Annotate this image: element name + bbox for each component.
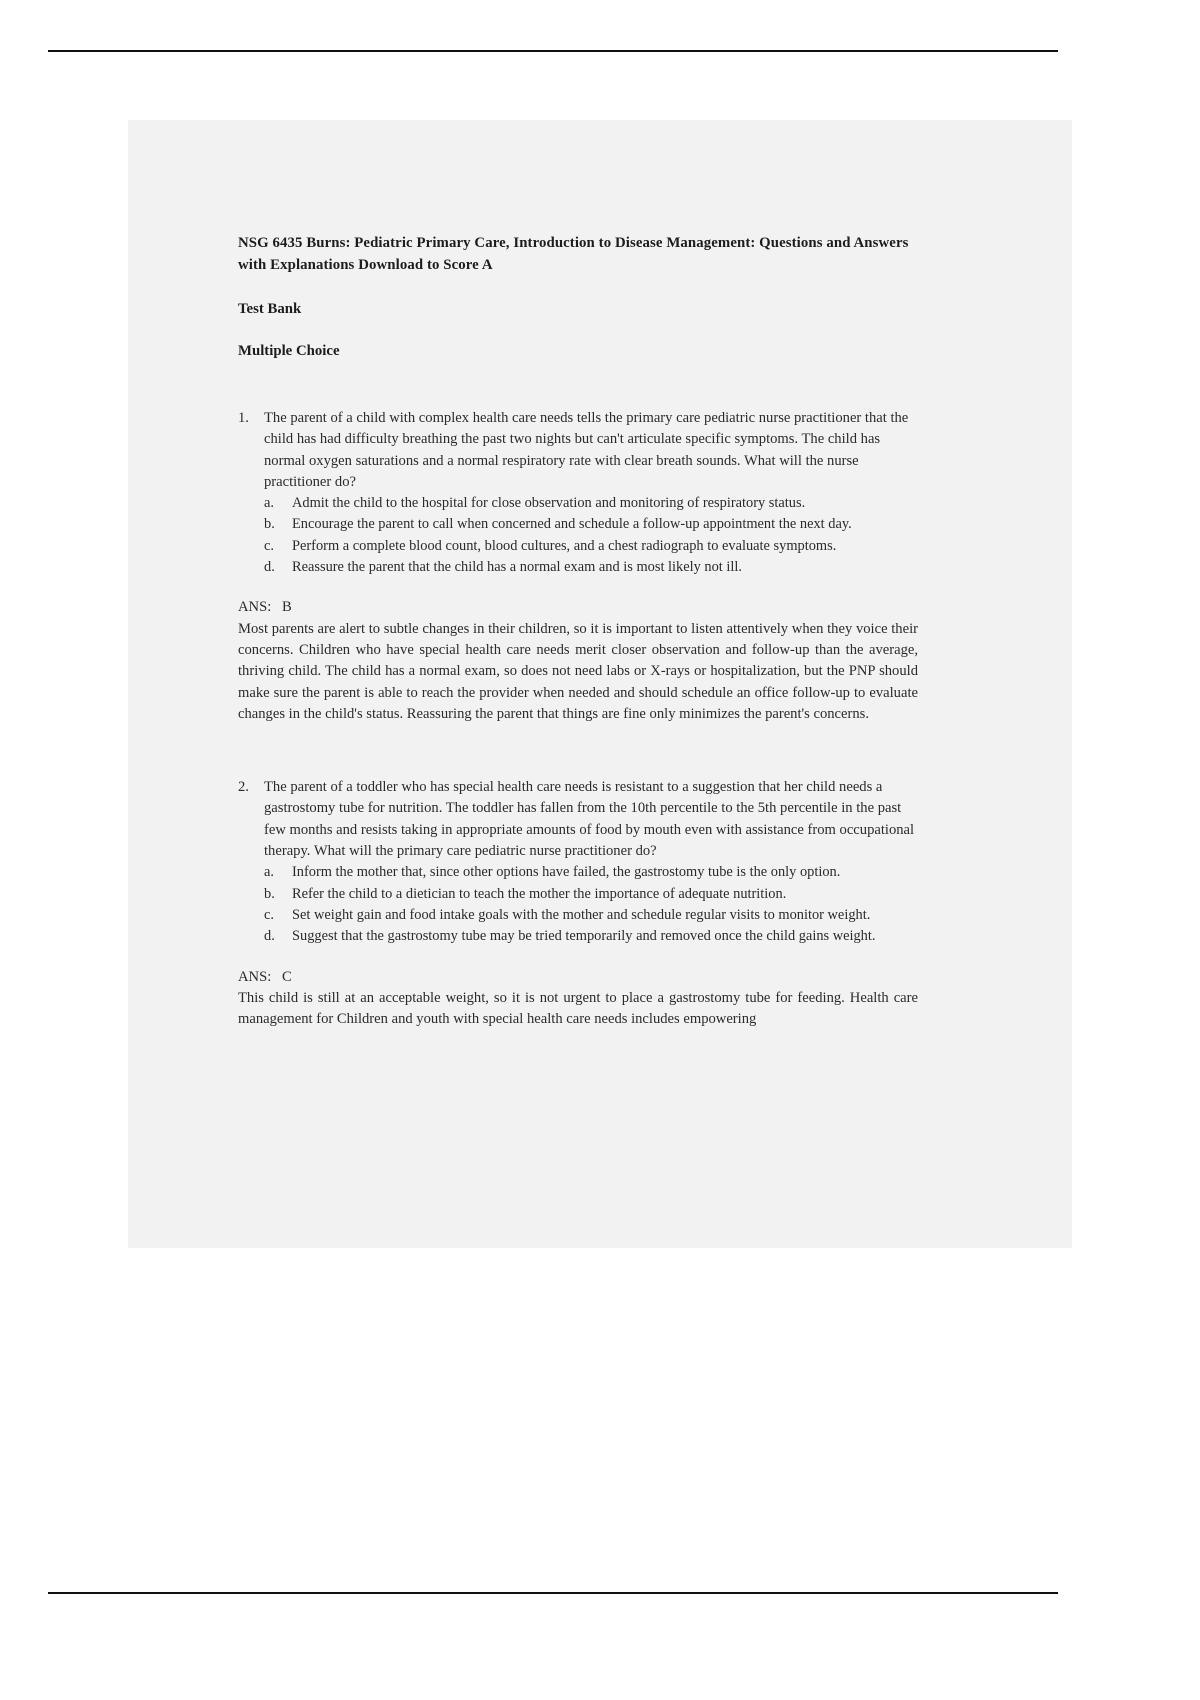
option-row[interactable] <box>238 905 918 926</box>
answer-value: B <box>282 599 292 616</box>
option-row[interactable] <box>238 926 918 947</box>
spacer <box>238 578 918 597</box>
answer-row <box>238 597 918 618</box>
option-text: Reassure the parent that the child has a normal exam and is most likely not ill. <box>292 559 742 576</box>
question-block-1 <box>238 408 918 725</box>
option-text: Suggest that the gastrostomy tube may be tried temporarily and removed once the child gains weight. <box>292 928 876 945</box>
answer-label: ANS: <box>238 968 272 985</box>
option-letter: d. <box>264 928 275 945</box>
option-letter: c. <box>264 537 274 554</box>
option-letter: a. <box>264 495 274 512</box>
subtitle-test-bank: Test Bank <box>238 301 302 317</box>
question-stem-row <box>238 777 918 862</box>
option-letter: b. <box>264 516 275 533</box>
question-block-2 <box>238 777 918 1030</box>
option-row[interactable] <box>238 862 918 883</box>
option-text: Admit the child to the hospital for close observation and monitoring of respiratory status. <box>292 495 806 512</box>
option-row[interactable] <box>238 536 918 557</box>
option-row[interactable] <box>238 514 918 535</box>
question-number: 1. <box>238 410 249 426</box>
option-text: Set weight gain and food intake goals with the mother and schedule regular visits to monitor weight. <box>292 906 871 923</box>
option-letter: d. <box>264 559 275 576</box>
answer-value: C <box>282 968 292 985</box>
answer-row <box>238 967 918 988</box>
answer-label: ANS: <box>238 599 272 616</box>
spacer <box>238 382 918 408</box>
page-title: NSG 6435 Burns: Pediatric Primary Care, Introduction to Disease Management: Questions and Answers with Explanations Download to Score A <box>238 235 909 273</box>
answer-rationale: This child is still at an acceptable weight, so it is not urgent to place a gastrostomy tube for feeding. Health care management for Children and youth with special health care needs includes empowering <box>238 989 918 1028</box>
option-letter: c. <box>264 906 274 923</box>
option-row[interactable] <box>238 884 918 905</box>
option-row[interactable] <box>238 493 918 514</box>
section-heading-multiple-choice: Multiple Choice <box>238 343 340 359</box>
question-stem: The parent of a child with complex health care needs tells the primary care pediatric nurse practitioner that the child has had difficulty breathing the past two nights but can't articulate specific symptoms. The child has normal oxygen saturations and a normal respiratory rate with clear breath sounds. What will the nurse practitioner do? <box>264 410 909 490</box>
option-letter: b. <box>264 885 275 902</box>
spacer <box>238 751 918 777</box>
option-letter: a. <box>264 864 274 881</box>
spacer <box>238 948 918 967</box>
question-stem: The parent of a toddler who has special health care needs is resistant to a suggestion that her child needs a gastrostomy tube for nutrition. The toddler has fallen from the 10th percentile to the 5th percentile in the past few months and resists taking in appropriate amounts of food by mouth even with assistance from occupational therapy. What will the primary care pediatric nurse practitioner do? <box>264 779 915 860</box>
option-text: Encourage the parent to call when concerned and schedule a follow-up appointment the next day. <box>292 516 852 533</box>
spacer <box>238 725 918 751</box>
footer-rule <box>48 1592 1058 1594</box>
question-stem-row <box>238 408 918 493</box>
option-list <box>238 493 918 578</box>
option-text: Perform a complete blood count, blood cultures, and a chest radiograph to evaluate symptoms. <box>292 537 837 554</box>
answer-rationale: Most parents are alert to subtle changes in their children, so it is important to listen attentively when they voice their concerns. Children who have special health care needs merit closer observation and follow-up than the average, thriving child. The child has a normal exam, so does not need labs or X-rays or hospitalization, but the PNP should make sure the parent is able to reach the provider when needed and should schedule an office follow-up to evaluate changes in the child's status. Reassuring the parent that things are fine only minimizes the parent's concerns. <box>238 620 918 722</box>
option-text: Refer the child to a dietician to teach the mother the importance of adequate nutrition. <box>292 885 787 902</box>
option-row[interactable] <box>238 557 918 578</box>
option-text: Inform the mother that, since other options have failed, the gastrostomy tube is the only option. <box>292 864 841 881</box>
option-list <box>238 862 918 947</box>
document-body <box>238 232 918 1030</box>
header-rule <box>48 50 1058 52</box>
question-number: 2. <box>238 779 249 796</box>
